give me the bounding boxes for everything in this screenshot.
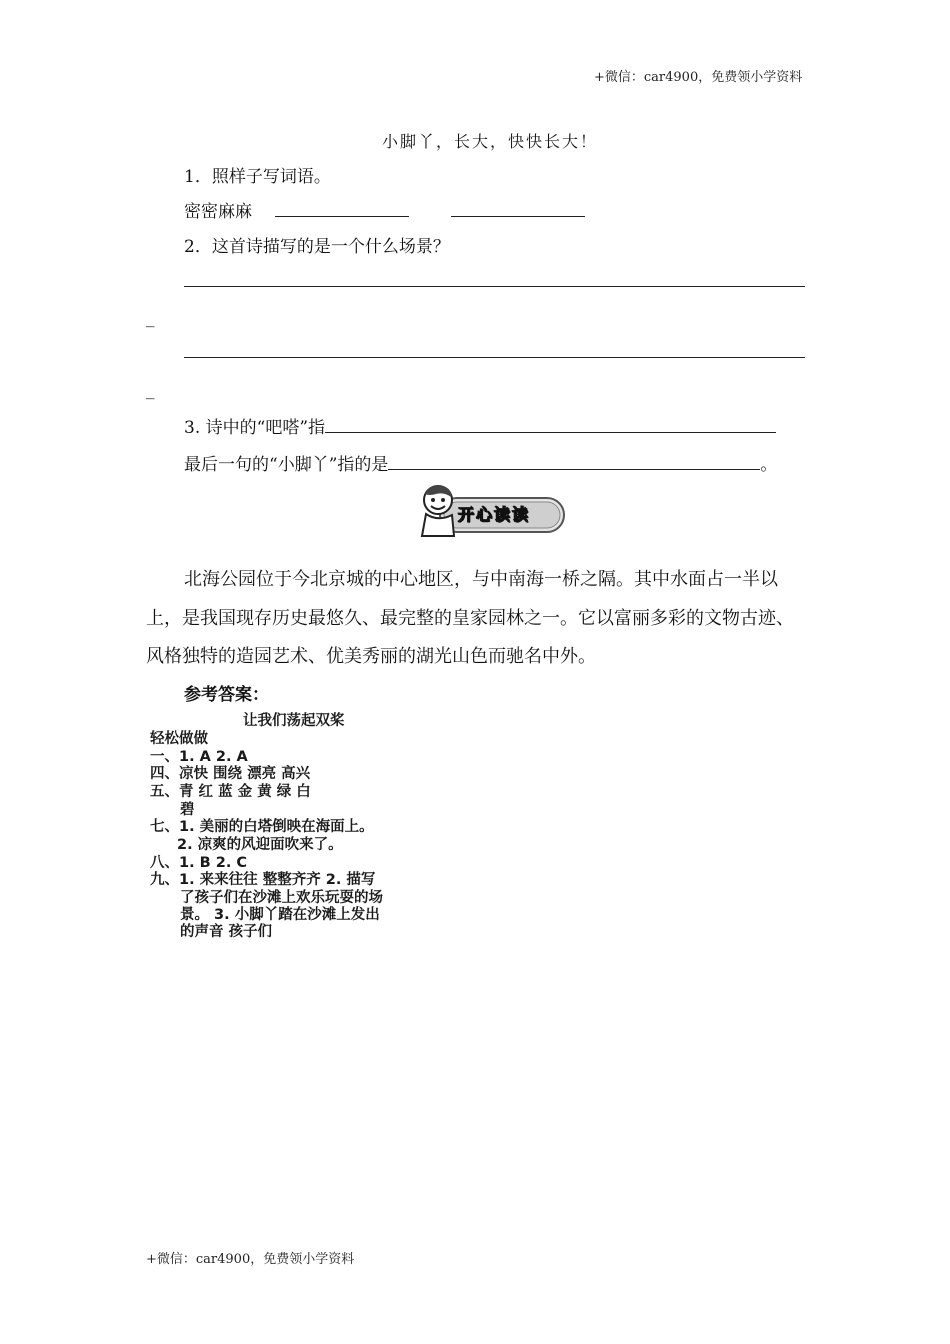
answer-blank-2[interactable] [451, 198, 585, 217]
question-3-prompt-2: 最后一句的“小脚丫”指的是 [184, 455, 389, 475]
question-2-label: 2．这首诗描写的是一个什么场景？ [184, 237, 450, 257]
stray-mark-2: _ [146, 380, 155, 400]
answer-blank-4[interactable] [388, 451, 760, 470]
exercise-title: 小脚丫，长大，快快长大！ [382, 132, 599, 151]
stray-mark-1: _ [146, 308, 155, 328]
answer-line: 的声音 孩子们 [180, 924, 273, 940]
reading-line-2: 上，是我国现存历史最悠久、最完整的皇家园林之一。它以富丽多彩的文物古迹、 [146, 608, 794, 629]
badge-text: 开心读读 [458, 505, 531, 524]
period: 。 [760, 455, 778, 475]
question-1-row [184, 197, 585, 222]
answer-line: 五、青 红 蓝 金 黄 绿 白 [150, 784, 311, 800]
answer-line: 九、1. 来来往往 整整齐齐 2. 描写 [150, 872, 376, 888]
question-3-line-1 [184, 413, 776, 438]
answer-line: 碧 [180, 802, 195, 818]
header-watermark: +微信：car4900，免费领小学资料 [594, 70, 803, 85]
answer-line-2[interactable] [184, 357, 805, 358]
question-1-label: 1．照样子写词语。 [184, 167, 331, 187]
footer-watermark: +微信：car4900，免费领小学资料 [146, 1252, 355, 1267]
answer-line: 景。 3. 小脚丫踏在沙滩上发出 [180, 907, 380, 923]
example-word: 密密麻麻 [184, 202, 252, 222]
question-3-line-2 [184, 450, 777, 475]
answer-line: 四、凉快 围绕 漂亮 高兴 [150, 766, 311, 782]
answer-line: 2. 凉爽的风迎面吹来了。 [177, 837, 343, 853]
answer-line-1[interactable] [184, 286, 805, 287]
answers-heading: 参考答案： [184, 685, 269, 705]
reading-line-1: 北海公园位于今北京城的中心地区，与中南海一桥之隔。其中水面占一半以 [184, 569, 778, 590]
answer-key-title: 让我们荡起双桨 [243, 713, 345, 729]
answer-key-section: 轻松做做 [150, 731, 208, 747]
reading-line-3: 风格独特的造园艺术、优美秀丽的湖光山色而驰名中外。 [146, 646, 596, 667]
answer-line: 了孩子们在沙滩上欢乐玩耍的场 [180, 890, 383, 906]
answer-blank-3[interactable] [325, 414, 776, 433]
answer-line: 七、1. 美丽的白塔倒映在海面上。 [150, 819, 374, 835]
answer-line: 一、1. A 2. A [150, 749, 248, 765]
answer-blank-1[interactable] [275, 198, 409, 217]
question-3-prompt: 3. 诗中的“吧嗒”指 [184, 418, 326, 438]
answer-line: 八、1. B 2. C [150, 855, 248, 871]
reading-badge [418, 482, 568, 540]
